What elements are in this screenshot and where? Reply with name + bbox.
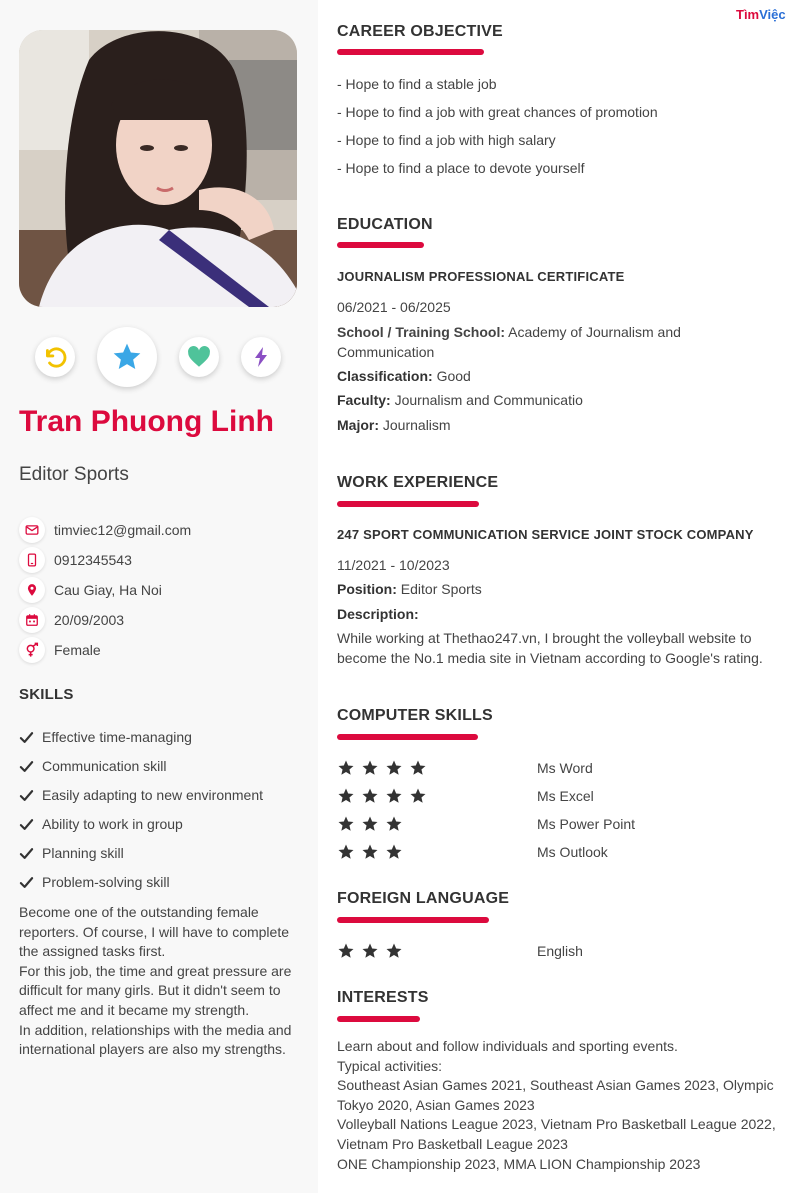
check-icon	[19, 759, 34, 774]
career-objective-heading: CAREER OBJECTIVE	[337, 23, 503, 40]
left-column	[0, 0, 318, 1193]
like-button[interactable]	[179, 337, 219, 377]
computer-skills-heading: COMPUTER SKILLS	[337, 707, 493, 724]
section-underline	[337, 49, 484, 55]
phone-icon	[19, 547, 45, 573]
check-icon	[19, 875, 34, 890]
skill-item: Planning skill	[19, 845, 124, 861]
rating-stars-english	[337, 942, 409, 960]
section-underline	[337, 242, 424, 248]
rating-star-icon	[385, 942, 403, 960]
rating-star-icon	[337, 815, 355, 833]
rating-star-icon	[361, 942, 379, 960]
rating-stars-powerpoint	[337, 815, 409, 833]
skill-item: Communication skill	[19, 758, 166, 774]
rating-star-icon	[409, 759, 427, 777]
skills-heading: SKILLS	[19, 686, 74, 703]
skill-name: Ms Power Point	[537, 816, 636, 832]
objective-item: - Hope to find a stable job	[337, 76, 497, 92]
work-company: 247 SPORT COMMUNICATION SERVICE JOINT STOCK COMPANY	[337, 527, 754, 542]
contact-gender: Female	[19, 637, 101, 663]
rating-stars-excel	[337, 787, 433, 805]
work-description: While working at Thethao247.vn, I brought the volleyball website to become the No.1 media site in Vietnam according to Google's rating.	[337, 630, 763, 666]
boost-button[interactable]	[241, 337, 281, 377]
skill-name: Ms Excel	[537, 788, 594, 804]
timviec-logo: TìmViệc	[736, 7, 786, 22]
education-major: Major: Journalism	[337, 417, 451, 433]
undo-button[interactable]	[35, 337, 75, 377]
profile-photo	[19, 30, 297, 307]
contact-phone: 0912345543	[19, 547, 132, 573]
rating-star-icon	[337, 843, 355, 861]
interests-heading: INTERESTS	[337, 989, 429, 1006]
objective-item: - Hope to find a place to devote yourself	[337, 160, 585, 176]
education-classification: Classification: Good	[337, 368, 471, 384]
language-name: English	[537, 943, 583, 959]
heart-icon	[186, 344, 212, 370]
section-underline	[337, 501, 479, 507]
section-underline	[337, 1016, 420, 1022]
contact-email: timviec12@gmail.com	[19, 517, 191, 543]
rating-star-icon	[385, 759, 403, 777]
gender-icon	[19, 637, 45, 663]
check-icon	[19, 817, 34, 832]
education-heading: EDUCATION	[337, 216, 433, 233]
work-experience-heading: WORK EXPERIENCE	[337, 474, 499, 491]
rating-star-icon	[361, 815, 379, 833]
education-period: 06/2021 - 06/2025	[337, 299, 451, 315]
work-description-label: Description:	[337, 606, 419, 622]
calendar-icon	[19, 607, 45, 633]
skill-item: Effective time-managing	[19, 729, 192, 745]
rating-star-icon	[361, 787, 379, 805]
objective-item: - Hope to find a job with great chances of promotion	[337, 104, 658, 120]
education-faculty: Faculty: Journalism and Communicatio	[337, 392, 583, 408]
contact-birthday: 20/09/2003	[19, 607, 124, 633]
rating-star-icon	[337, 942, 355, 960]
location-icon	[19, 577, 45, 603]
check-icon	[19, 788, 34, 803]
bolt-icon	[249, 345, 273, 369]
rating-star-icon	[361, 843, 379, 861]
check-icon	[19, 730, 34, 745]
skill-item: Easily adapting to new environment	[19, 787, 263, 803]
rating-stars-word	[337, 759, 433, 777]
email-icon	[19, 517, 45, 543]
rating-star-icon	[385, 843, 403, 861]
skill-item: Problem-solving skill	[19, 874, 170, 890]
rating-star-icon	[385, 815, 403, 833]
rating-stars-outlook	[337, 843, 409, 861]
contact-location: Cau Giay, Ha Noi	[19, 577, 162, 603]
skill-name: Ms Word	[537, 760, 593, 776]
education-program: JOURNALISM PROFESSIONAL CERTIFICATE	[337, 269, 625, 284]
check-icon	[19, 846, 34, 861]
star-icon	[111, 341, 143, 373]
rating-star-icon	[361, 759, 379, 777]
education-school: School / Training School: Academy of Journalism and Communication	[337, 324, 681, 360]
rating-star-icon	[337, 759, 355, 777]
section-underline	[337, 917, 489, 923]
candidate-name: Tran Phuong Linh	[19, 405, 274, 438]
interests-text: Learn about and follow individuals and sporting events. Typical activities: Southeast Asian Games 2021, Southeast Asian Games 2023, Olympic Tokyo 2020, Asian Games 2023 Volleyball Nations League 2023, Vietnam Pro Basketball League 2022, Vietnam Pro Basketball League 2023 ONE Championship 2023, MMA LION Championship 2023	[337, 1038, 776, 1172]
about-text: Become one of the outstanding female reporters. Of course, I will have to complete the assigned tasks first. For this job, the time and great pressure are difficult for many girls. But it didn't seem to affect me and it became my strength. In addition, relationships with the media and international players are also my strengths.	[19, 904, 292, 1058]
rating-star-icon	[337, 787, 355, 805]
skill-item: Ability to work in group	[19, 816, 183, 832]
section-underline	[337, 734, 478, 740]
rating-star-icon	[409, 787, 427, 805]
candidate-title: Editor Sports	[19, 464, 129, 485]
skill-name: Ms Outlook	[537, 844, 608, 860]
undo-icon	[42, 344, 68, 370]
rating-star-icon	[385, 787, 403, 805]
work-position: Position: Editor Sports	[337, 581, 482, 597]
foreign-language-heading: FOREIGN LANGUAGE	[337, 890, 510, 907]
objective-item: - Hope to find a job with high salary	[337, 132, 556, 148]
favorite-star-button[interactable]	[97, 327, 157, 387]
work-period: 11/2021 - 10/2023	[337, 557, 450, 573]
